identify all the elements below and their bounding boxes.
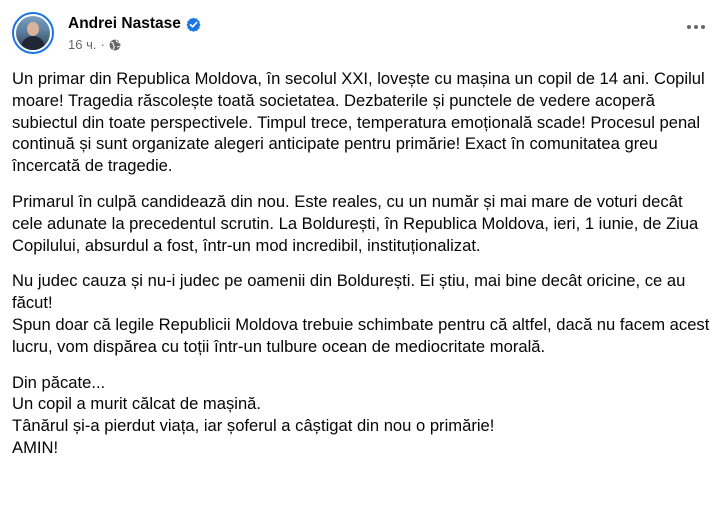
avatar-photo: [16, 16, 50, 50]
meta-separator: ·: [100, 37, 105, 52]
paragraph-line: Din păcate...: [12, 372, 106, 392]
timestamp-row: [68, 37, 201, 52]
paragraph-line: AMIN!: [12, 437, 59, 457]
paragraph-line: Primarul în culpă candidează din nou. Este reales, cu un număr și mai mare de voturi decât cele adunate la precedentul scrutin. La Boldurești, în Republica Moldova, ieri, 1 iunie, de Ziua Copilului, absurdul a fost, într-un mod incredibil, instituționalizat.: [12, 191, 699, 255]
post-paragraph-3: [12, 270, 716, 357]
post-meta: [68, 14, 201, 52]
paragraph-line: Tânărul și-a pierdut viața, iar șoferul a câștigat din nou o primărie!: [12, 416, 495, 436]
avatar-head-shape: [27, 22, 39, 36]
post-paragraph-2: [12, 191, 716, 256]
author-name[interactable]: Andrei Nastase: [68, 15, 181, 32]
paragraph-line: Un copil a murit călcat de mașină.: [12, 394, 262, 414]
post-header: [12, 9, 201, 57]
avatar-body-shape: [21, 36, 45, 50]
paragraph-line: Un primar din Republica Moldova, în secolul XXI, lovește cu mașina un copil de 14 ani. Copilul moare! Tragedia răscolește toată societatea. Dezbaterile și punctele de vedere acoperă subiectul din toate perspectivele. Timpul trece, temperatura emoțională scade! Procesul penal continuă și sunt organizate alegeri anticipate pentru primărie! Exact în comunitatea greu încercată de tragedie.: [12, 69, 705, 176]
post-paragraph-1: [12, 68, 716, 177]
more-options-button[interactable]: [684, 14, 708, 38]
more-options-icon: [686, 17, 706, 35]
post-paragraph-4: [12, 372, 716, 459]
post-body: [12, 68, 716, 459]
author-row: [68, 14, 201, 34]
paragraph-line: Nu judec cauza și nu-i judec pe oamenii din Boldurești. Ei știu, mai bine decât oricine, ce au făcut!: [12, 271, 686, 313]
author-avatar[interactable]: [12, 12, 54, 54]
post-timestamp[interactable]: 16 ч.: [68, 37, 97, 52]
verified-badge-icon: [186, 17, 201, 32]
globe-icon[interactable]: [109, 39, 121, 51]
paragraph-line: Spun doar că legile Republicii Moldova trebuie schimbate pentru că altfel, dacă nu facem acest lucru, vom dispărea cu toții într-un tulbure ocean de mediocritate morală.: [12, 314, 710, 356]
